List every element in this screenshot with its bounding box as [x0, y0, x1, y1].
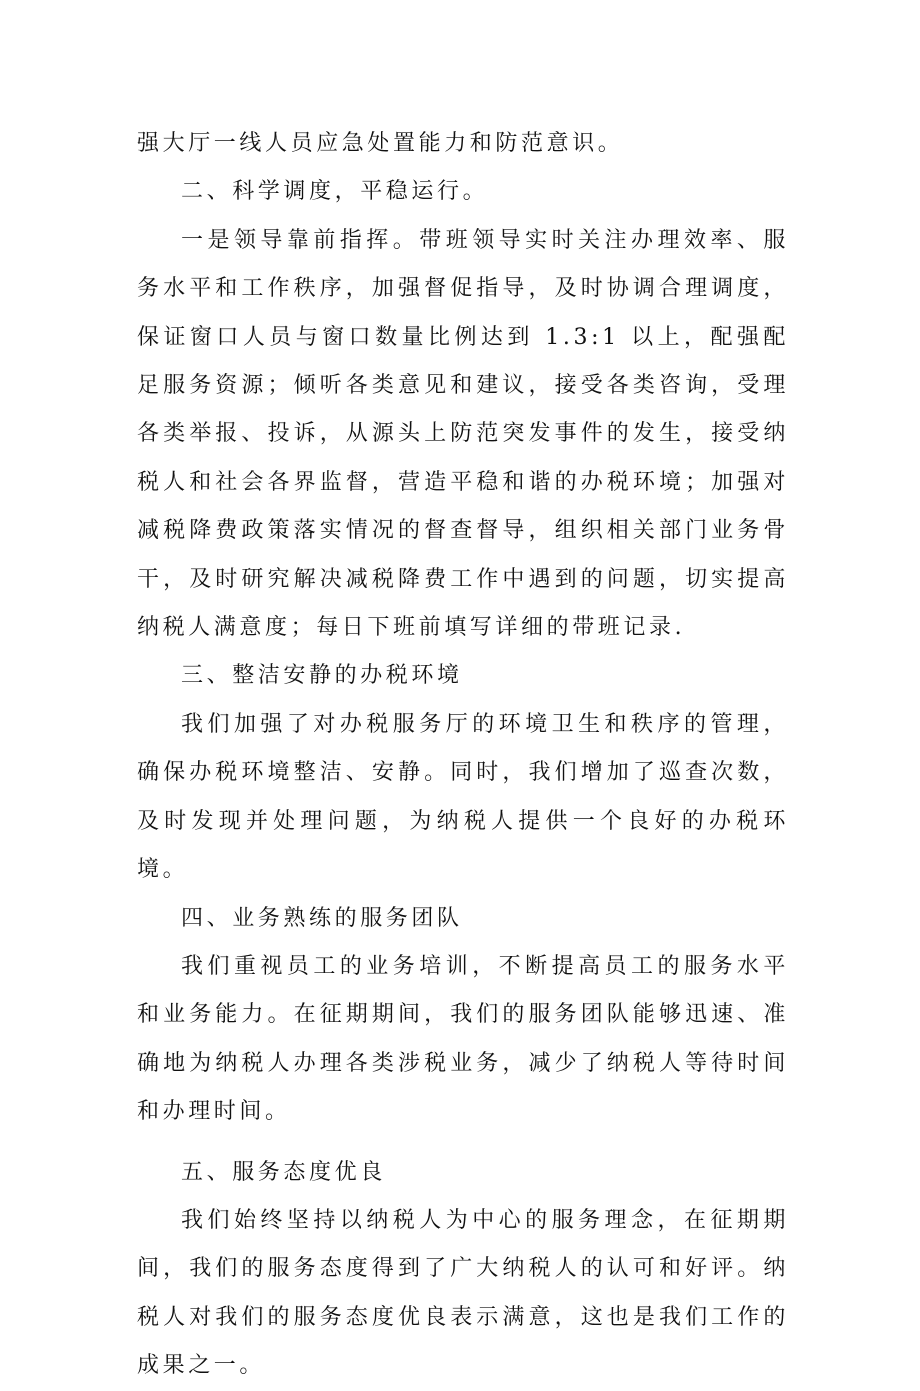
paragraph-environment: 我们加强了对办税服务厅的环境卫生和秩序的管理，确保办税环境整洁、安静。同时，我们增加了巡查次数，及时发现并处理问题，为纳税人提供一个良好的办税环境。: [137, 711, 789, 883]
spacer: [137, 1137, 789, 1149]
section-heading-2: 二、科学调度，平稳运行。: [181, 179, 489, 205]
section-heading-3: 三、整洁安静的办税环境: [181, 663, 463, 689]
document-body: [137, 120, 789, 1391]
section-heading-4: 四、业务熟练的服务团队: [181, 905, 463, 931]
paragraph-team: 我们重视员工的业务培训，不断提高员工的服务水平和业务能力。在征期期间，我们的服务团队能够迅速、准确地为纳税人办理各类涉税业务，减少了纳税人等待时间和办理时间。: [137, 953, 789, 1125]
section-heading-5: 五、服务态度优良: [181, 1159, 386, 1185]
paragraph-leadership: 一是领导靠前指挥。带班领导实时关注办理效率、服务水平和工作秩序，加强督促指导，及时协调合理调度，保证窗口人员与窗口数量比例达到 1.3:1 以上，配强配足服务资源；倾听各类意见和建议，接受各类咨询，受理各类举报、投诉，从源头上防范突发事件的发生，接受纳税人和社会各界监督，营造平稳和谐的办税环境；加强对减税降费政策落实情况的督查督导，组织相关部门业务骨干，及时研究解决减税降费工作中遇到的问题，切实提高纳税人满意度；每日下班前填写详细的带班记录.: [137, 227, 789, 641]
paragraph-continued: 强大厅一线人员应急处置能力和防范意识。: [137, 131, 624, 156]
paragraph-attitude: 我们始终坚持以纳税人为中心的服务理念，在征期期间，我们的服务态度得到了广大纳税人的认可和好评。纳税人对我们的服务态度优良表示满意，这也是我们工作的成果之一。: [137, 1207, 789, 1379]
